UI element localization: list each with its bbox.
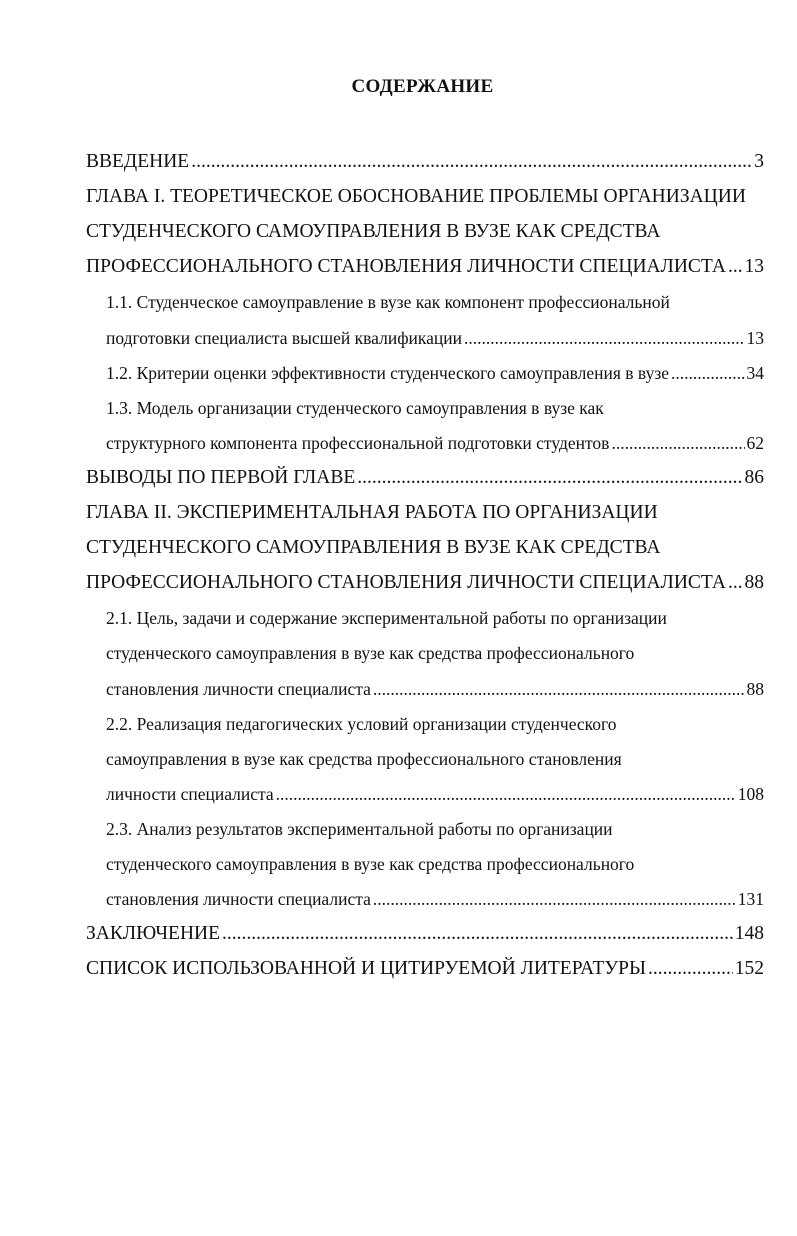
toc-line [106,361,764,385]
toc-page-number: 131 [737,889,764,910]
toc-page-number: 86 [744,466,764,488]
toc-line [106,677,764,701]
toc-dot-leader [373,677,745,701]
toc-entry-text: 2.1. Цель, задачи и содержание экспериментальной работы по организации [106,608,667,629]
toc-dot-leader [728,571,743,595]
toc-line [106,431,764,455]
toc-dot-leader [276,782,736,806]
toc-entry-text: ПРОФЕССИОНАЛЬНОГО СТАНОВЛЕНИЯ ЛИЧНОСТИ СПЕЦИАЛИСТА [86,256,726,278]
toc-page-number: 108 [737,783,764,804]
toc-page-number: 13 [746,327,764,348]
toc-entry-text: студенческого самоуправления в вузе как средства профессионального [106,643,635,664]
page-title: СОДЕРЖАНИЕ [351,76,494,97]
toc-dot-leader [222,922,733,946]
toc-dot-leader [191,150,752,174]
toc-line [106,326,764,350]
toc-dot-leader [373,887,736,911]
toc-line [86,571,764,595]
toc-line [86,185,746,209]
toc-line [106,782,764,806]
toc-dot-leader [357,466,742,490]
toc-line [86,150,764,174]
toc-page-number: 13 [744,256,764,278]
toc-line [106,396,604,420]
toc-page-number: 3 [754,151,764,172]
toc-dot-leader [671,361,744,385]
toc-entry-text: личности специалиста [106,783,274,804]
toc-line [86,501,658,525]
toc-entry-text: структурного компонента профессиональной подготовки студентов [106,432,610,453]
toc-dot-leader [728,255,743,279]
toc-line [86,922,764,946]
toc-entry-text: становления личности специалиста [106,889,371,910]
toc-entry-text: ГЛАВА II. ЭКСПЕРИМЕНТАЛЬНАЯ РАБОТА ПО ОРГАНИЗАЦИИ [86,502,658,523]
toc-entry-text: 2.2. Реализация педагогических условий организации студенческого [106,713,617,734]
toc-line [106,712,617,736]
toc-entry-text: ВЫВОДЫ ПО ПЕРВОЙ ГЛАВЕ [86,466,356,488]
toc-entry-text: 1.1. Студенческое самоуправление в вузе как компонент профессиональной [106,292,670,313]
toc-line [86,536,660,560]
toc-entry-text: самоуправления в вузе как средства профессионального становления [106,748,622,769]
toc-dot-leader [648,957,733,981]
toc-line [86,220,660,244]
toc-line [86,957,764,981]
toc-dot-leader [464,326,745,350]
toc-page-number: 62 [746,432,764,453]
toc-line [106,606,667,630]
toc-page-number: 148 [734,923,764,945]
toc-entry-text: ВВЕДЕНИЕ [86,151,190,172]
toc-entry-text: ГЛАВА I. ТЕОРЕТИЧЕСКОЕ ОБОСНОВАНИЕ ПРОБЛЕМЫ ОРГАНИЗАЦИИ [86,186,746,208]
toc-line [86,255,764,279]
toc-page-number: 88 [746,678,764,699]
toc-entry-text: студенческого самоуправления в вузе как средства профессионального [106,854,635,874]
toc-line [106,747,622,771]
toc-entry-text: становления личности специалиста [106,678,371,699]
toc-line [106,817,613,841]
toc-entry-text: СТУДЕНЧЕСКОГО САМОУПРАВЛЕНИЯ В ВУЗЕ КАК СРЕДСТВА [86,537,661,559]
toc-entry-text: СПИСОК ИСПОЛЬЗОВАННОЙ И ЦИТИРУЕМОЙ ЛИТЕРАТУРЫ [86,958,647,980]
toc-line [106,852,634,876]
toc-line [86,466,764,490]
toc-line [106,887,764,911]
toc-entry-text: 2.3. Анализ результатов экспериментальной работы по организации [106,818,613,839]
toc-line [106,290,670,314]
toc-page-number: 152 [734,958,764,980]
toc-dot-leader [611,431,744,455]
toc-entry-text: СТУДЕНЧЕСКОГО САМОУПРАВЛЕНИЯ В ВУЗЕ КАК СРЕДСТВА [86,221,661,243]
toc-entry-text: 1.3. Модель организации студенческого самоуправления в вузе как [106,397,604,418]
toc-entry-text: 1.2. Критерии оценки эффективности студенческого самоуправления в вузе [106,362,670,383]
toc-entry-text: подготовки специалиста высшей квалификации [106,327,462,348]
toc-entry-text: ЗАКЛЮЧЕНИЕ [86,923,221,945]
toc-page-number: 34 [746,362,764,383]
toc-page-number: 88 [744,572,764,594]
toc-line [106,641,634,665]
toc-entry-text: ПРОФЕССИОНАЛЬНОГО СТАНОВЛЕНИЯ ЛИЧНОСТИ СПЕЦИАЛИСТА [86,572,726,594]
